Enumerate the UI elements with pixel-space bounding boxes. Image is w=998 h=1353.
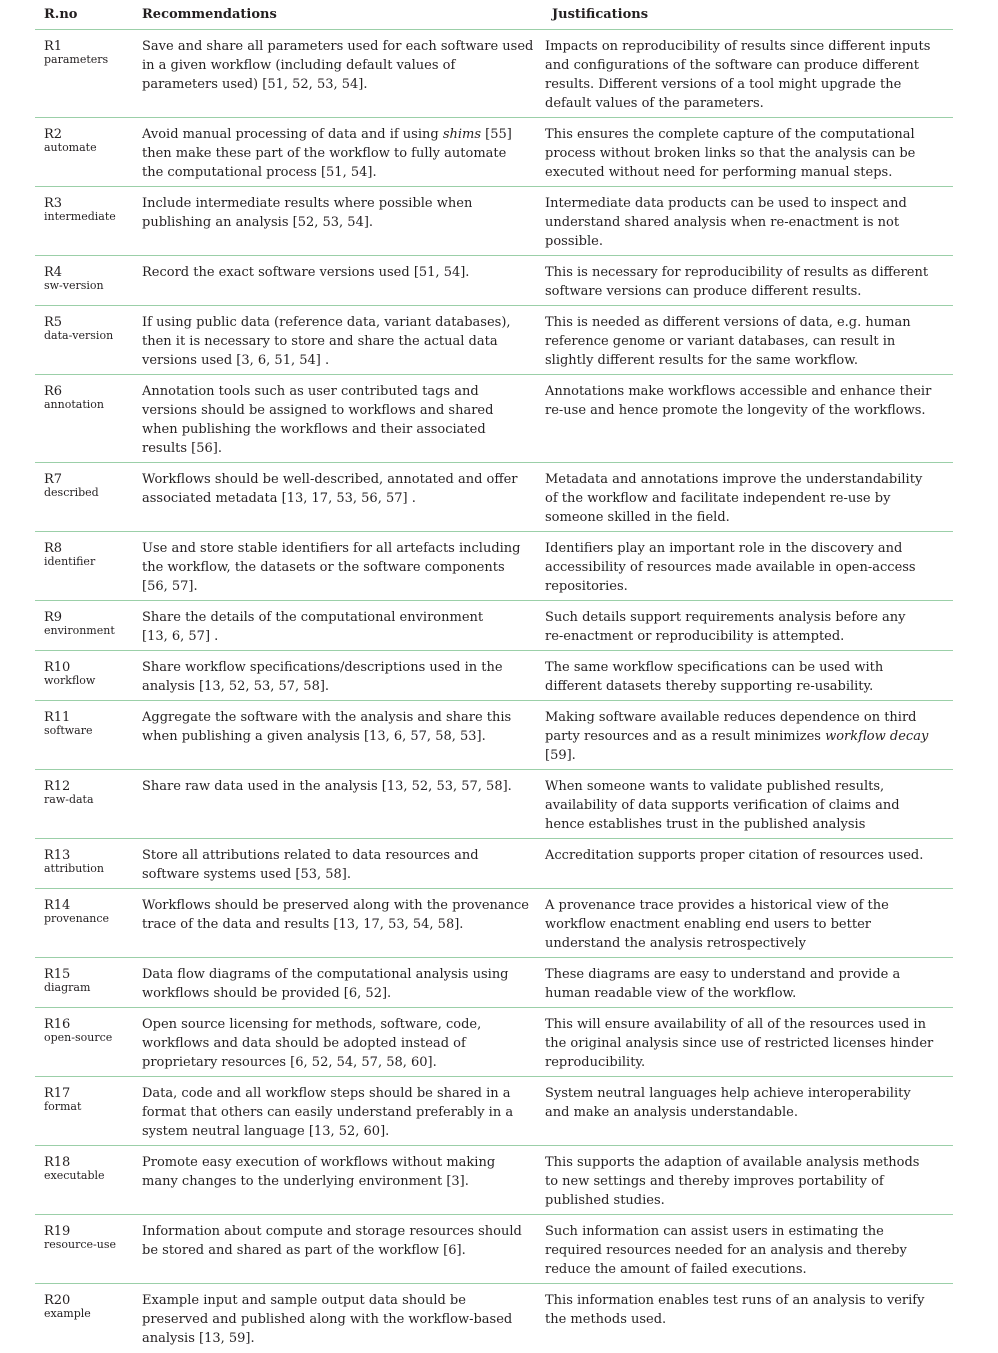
justification-cell-line: Intermediate data products can be used to inspect and xyxy=(545,196,907,211)
recommendation-cell-line: Promote easy execution of workflows without making xyxy=(142,1155,496,1170)
recommendation-cell-line: Store all attributions related to data resources and xyxy=(142,848,479,863)
recommendation-cell-line: versions used [3, 6, 51, 54] . xyxy=(142,353,330,368)
table-row xyxy=(35,532,953,601)
justification-cell-line: repositories. xyxy=(545,579,628,594)
table-row xyxy=(35,701,953,770)
recommendation-cell-line: proprietary resources [6, 52, 54, 57, 58, 60]. xyxy=(142,1055,437,1070)
justification-cell xyxy=(543,889,953,958)
recommendation-cell xyxy=(133,1077,543,1146)
rec-id: R15 xyxy=(44,967,71,982)
table-body xyxy=(35,30,953,1353)
justification-cell xyxy=(543,770,953,839)
justification-cell xyxy=(543,1008,953,1077)
justification-cell-line: someone skilled in the field. xyxy=(545,510,730,525)
recommendation-cell-line: when publishing a given analysis [13, 6, 57, 58, 53]. xyxy=(142,729,486,744)
rec-id: R12 xyxy=(44,779,71,794)
recommendation-cell-line: in a given workflow (including default values of xyxy=(142,58,456,73)
table-row xyxy=(35,839,953,889)
recommendation-cell xyxy=(133,770,543,839)
table-row xyxy=(35,1146,953,1215)
recommendation-cell-line: Use and store stable identifiers for all artefacts including xyxy=(142,541,521,556)
justification-cell xyxy=(543,1284,953,1353)
rec-id: R13 xyxy=(44,848,71,863)
recommendation-cell xyxy=(133,187,543,256)
recommendation-cell-line: software systems used [53, 58]. xyxy=(142,867,352,882)
justification-cell-line: A provenance trace provides a historical view of the xyxy=(545,898,889,913)
recommendation-cell-line: Include intermediate results where possible when xyxy=(142,196,473,211)
rec-key: attribution xyxy=(44,862,104,875)
recommendation-cell-line: then it is necessary to store and share the actual data xyxy=(142,334,498,349)
justification-cell-line: Metadata and annotations improve the understandability xyxy=(545,472,923,487)
recommendation-cell-line: Data flow diagrams of the computational analysis using xyxy=(142,967,509,982)
recommendation-cell xyxy=(133,958,543,1008)
rec-key: software xyxy=(44,724,93,737)
recommendation-cell-line: workflows should be provided [6, 52]. xyxy=(142,986,392,1001)
table-row xyxy=(35,306,953,375)
recommendation-cell xyxy=(133,1146,543,1215)
justification-cell xyxy=(543,1077,953,1146)
recommendation-cell-line: analysis [13, 59]. xyxy=(142,1331,255,1346)
justification-cell-line: different datasets thereby supporting re-usability. xyxy=(545,679,874,694)
recommendation-cell-line: workflows and data should be adopted instead of xyxy=(142,1036,466,1051)
rec-key: format xyxy=(44,1100,82,1113)
justification-cell-line: slightly different results for the same workflow. xyxy=(545,353,858,368)
justification-cell-line: These diagrams are easy to understand and provide a xyxy=(545,967,901,982)
rec-key: described xyxy=(44,486,99,499)
table-row xyxy=(35,958,953,1008)
justification-cell-line: understand the analysis retrospectively xyxy=(545,936,806,951)
rec-key: environment xyxy=(44,624,115,637)
table-row xyxy=(35,770,953,839)
justification-cell-line: process without broken links so that the analysis can be xyxy=(545,146,916,161)
justification-cell-line: and configurations of the software can produce different xyxy=(545,58,920,73)
recommendation-cell-line: many changes to the underlying environment [3]. xyxy=(142,1174,469,1189)
recommendation-cell-line: Share raw data used in the analysis [13, 52, 53, 57, 58]. xyxy=(142,779,512,794)
justification-cell-line: and make an analysis understandable. xyxy=(545,1105,798,1120)
rec-key: parameters xyxy=(44,53,109,66)
rec-key: provenance xyxy=(44,912,110,925)
recommendation-cell xyxy=(133,256,543,306)
table-row xyxy=(35,256,953,306)
recommendation-cell-line: when publishing the workflows and their associated xyxy=(142,422,486,437)
table-row xyxy=(35,1008,953,1077)
justification-cell-line: results. Different versions of a tool might upgrade the xyxy=(545,77,902,92)
recommendation-cell-line: Share workflow specifications/descriptions used in the xyxy=(142,660,503,675)
justification-cell-line: Impacts on reproducibility of results since different inputs xyxy=(545,39,931,54)
header-justifications: Justifications xyxy=(543,0,953,30)
recommendation-cell-line: Avoid manual processing of data and if using shims [55] xyxy=(142,127,512,142)
rec-id: R3 xyxy=(44,196,63,211)
recommendation-cell-line: Open source licensing for methods, software, code, xyxy=(142,1017,482,1032)
table-row xyxy=(35,651,953,701)
justification-cell-line: party resources and as a result minimizes workflow decay xyxy=(545,729,929,744)
rec-id: R5 xyxy=(44,315,63,330)
rec-id: R8 xyxy=(44,541,63,556)
rec-key: resource-use xyxy=(44,1238,117,1251)
rno-cell xyxy=(35,256,133,306)
recommendation-cell xyxy=(133,118,543,187)
justification-cell-line: This supports the adaption of available analysis methods xyxy=(545,1155,920,1170)
table-row xyxy=(35,601,953,651)
justification-cell-line: Such information can assist users in estimating the xyxy=(545,1224,884,1239)
recommendation-cell-line: publishing an analysis [52, 53, 54]. xyxy=(142,215,374,230)
rec-key: data-version xyxy=(44,329,114,342)
recommendation-cell-line: trace of the data and results [13, 17, 53, 54, 58]. xyxy=(142,917,464,932)
recommendation-cell-line: Annotation tools such as user contributed tags and xyxy=(142,384,479,399)
justification-cell-line: Accreditation supports proper citation of resources used. xyxy=(545,848,924,863)
recommendation-cell xyxy=(133,30,543,118)
table-row xyxy=(35,1077,953,1146)
table-row xyxy=(35,375,953,463)
recommendation-cell-line: system neutral language [13, 52, 60]. xyxy=(142,1124,390,1139)
rec-id: R7 xyxy=(44,472,63,487)
rno-cell xyxy=(35,889,133,958)
rec-id: R17 xyxy=(44,1086,71,1101)
header-row xyxy=(35,0,953,30)
justification-cell xyxy=(543,532,953,601)
justification-cell-line: System neutral languages help achieve interoperability xyxy=(545,1086,911,1101)
rec-key: open-source xyxy=(44,1031,113,1044)
header-rno: R.no xyxy=(35,0,133,30)
table-row xyxy=(35,1215,953,1284)
justification-cell-line: Identifiers play an important role in the discovery and xyxy=(545,541,903,556)
recommendation-cell xyxy=(133,463,543,532)
justification-cell xyxy=(543,1146,953,1215)
recommendation-cell-line: Example input and sample output data should be xyxy=(142,1293,466,1308)
table-row xyxy=(35,118,953,187)
recommendations-table xyxy=(35,0,953,1353)
justification-cell-line: re-enactment or reproducibility is attempted. xyxy=(545,629,845,644)
justification-cell-line: [59]. xyxy=(545,748,576,763)
justification-cell-line: hence establishes trust in the published analysis xyxy=(545,817,866,832)
justification-cell-line: the methods used. xyxy=(545,1312,667,1327)
recommendation-cell-line: [56, 57]. xyxy=(142,579,198,594)
rno-cell xyxy=(35,187,133,256)
recommendation-cell xyxy=(133,1284,543,1353)
justification-cell-line: reproducibility. xyxy=(545,1055,646,1070)
recommendation-cell-line: then make these part of the workflow to fully automate xyxy=(142,146,507,161)
rno-cell xyxy=(35,532,133,601)
rec-id: R18 xyxy=(44,1155,71,1170)
recommendation-cell xyxy=(133,306,543,375)
recommendation-cell-line: Aggregate the software with the analysis and share this xyxy=(142,710,512,725)
justification-cell-line: When someone wants to validate published results, xyxy=(545,779,885,794)
rno-cell xyxy=(35,701,133,770)
recommendation-cell xyxy=(133,601,543,651)
table-row xyxy=(35,1284,953,1353)
rno-cell xyxy=(35,463,133,532)
justification-cell-line: re-use and hence promote the longevity of the workflows. xyxy=(545,403,926,418)
justification-cell xyxy=(543,187,953,256)
recommendation-cell xyxy=(133,889,543,958)
recommendation-cell-line: [13, 6, 57] . xyxy=(142,629,219,644)
rec-id: R1 xyxy=(44,39,63,54)
justification-cell xyxy=(543,839,953,889)
recommendation-cell-line: analysis [13, 52, 53, 57, 58]. xyxy=(142,679,330,694)
rno-cell xyxy=(35,1077,133,1146)
justification-cell-line: default values of the parameters. xyxy=(545,96,764,111)
justification-cell-line: workflow enactment enabling end users to better xyxy=(545,917,871,932)
justification-cell-line: possible. xyxy=(545,234,603,249)
rno-cell xyxy=(35,651,133,701)
justification-cell-line: accessibility of resources made available in open-access xyxy=(545,560,916,575)
justification-cell-line: This will ensure availability of all of the resources used in xyxy=(545,1017,926,1032)
rec-id: R11 xyxy=(44,710,71,725)
justification-cell xyxy=(543,601,953,651)
justification-cell-line: human readable view of the workflow. xyxy=(545,986,797,1001)
recommendation-cell xyxy=(133,532,543,601)
rno-cell xyxy=(35,30,133,118)
recommendation-cell-line: versions should be assigned to workflows and shared xyxy=(142,403,494,418)
rno-cell xyxy=(35,1146,133,1215)
recommendation-cell-line: the workflow, the datasets or the software components xyxy=(142,560,505,575)
rec-id: R20 xyxy=(44,1293,71,1308)
rec-key: sw-version xyxy=(44,279,104,292)
rno-cell xyxy=(35,1215,133,1284)
recommendation-cell-line: Save and share all parameters used for each software used xyxy=(142,39,534,54)
justification-cell-line: Such details support requirements analysis before any xyxy=(545,610,906,625)
header-recommendations: Recommendations xyxy=(133,0,543,30)
recommendation-cell-line: be stored and shared as part of the workflow [6]. xyxy=(142,1243,466,1258)
recommendation-cell xyxy=(133,701,543,770)
justification-cell xyxy=(543,256,953,306)
recommendation-cell-line: parameters used) [51, 52, 53, 54]. xyxy=(142,77,368,92)
recommendation-cell-line: Workflows should be well-described, annotated and offer xyxy=(142,472,518,487)
rec-key: example xyxy=(44,1307,91,1320)
recommendation-cell-line: Data, code and all workflow steps should be shared in a xyxy=(142,1086,511,1101)
justification-cell-line: published studies. xyxy=(545,1193,665,1208)
rno-cell xyxy=(35,375,133,463)
justification-cell-line: software versions can produce different results. xyxy=(545,284,862,299)
rec-key: diagram xyxy=(44,981,91,994)
justification-cell-line: This is necessary for reproducibility of results as different xyxy=(545,265,929,280)
table-row xyxy=(35,30,953,118)
rec-id: R2 xyxy=(44,127,63,142)
rec-key: intermediate xyxy=(44,210,116,223)
rno-cell xyxy=(35,1008,133,1077)
rno-cell xyxy=(35,1284,133,1353)
rec-key: workflow xyxy=(44,674,96,687)
rno-cell xyxy=(35,770,133,839)
rec-key: annotation xyxy=(44,398,104,411)
justification-cell-line: of the workflow and facilitate independent re-use by xyxy=(545,491,891,506)
recommendation-cell-line: Information about compute and storage resources should xyxy=(142,1224,522,1239)
recommendation-cell xyxy=(133,651,543,701)
justification-cell-line: understand shared analysis when re-enactment is not xyxy=(545,215,900,230)
recommendation-cell xyxy=(133,1215,543,1284)
recommendation-cell-line: preserved and published along with the workflow-based xyxy=(142,1312,513,1327)
justification-cell-line: the original analysis since use of restricted licenses hinder xyxy=(545,1036,934,1051)
justification-cell-line: required resources needed for an analysis and thereby xyxy=(545,1243,907,1258)
rec-id: R6 xyxy=(44,384,63,399)
recommendation-cell-line: the computational process [51, 54]. xyxy=(142,165,377,180)
justification-cell xyxy=(543,306,953,375)
recommendation-cell-line: Record the exact software versions used [51, 54]. xyxy=(142,265,470,280)
rec-id: R16 xyxy=(44,1017,71,1032)
justification-cell-line: executed without need for performing manual steps. xyxy=(545,165,893,180)
justification-cell-line: This information enables test runs of an analysis to verify xyxy=(545,1293,925,1308)
rec-id: R10 xyxy=(44,660,71,675)
recommendation-cell-line: associated metadata [13, 17, 53, 56, 57] . xyxy=(142,491,416,506)
rno-cell xyxy=(35,839,133,889)
justification-cell-line: Annotations make workflows accessible and enhance their xyxy=(545,384,932,399)
justification-cell xyxy=(543,30,953,118)
recommendation-cell-line: If using public data (reference data, variant databases), xyxy=(142,315,511,330)
rec-key: raw-data xyxy=(44,793,94,806)
rec-id: R4 xyxy=(44,265,63,280)
rec-key: automate xyxy=(44,141,97,154)
justification-cell xyxy=(543,463,953,532)
rno-cell xyxy=(35,601,133,651)
rno-cell xyxy=(35,306,133,375)
italic-term: shims xyxy=(442,127,482,142)
rec-key: executable xyxy=(44,1169,105,1182)
justification-cell-line: reference genome or variant databases, can result in xyxy=(545,334,896,349)
table-row xyxy=(35,187,953,256)
recommendation-cell-line: Share the details of the computational environment xyxy=(142,610,484,625)
justification-cell-line: Making software available reduces dependence on third xyxy=(545,710,917,725)
recommendation-cell xyxy=(133,839,543,889)
justification-cell-line: to new settings and thereby improves portability of xyxy=(545,1174,884,1189)
justification-cell-line: This is needed as different versions of data, e.g. human xyxy=(545,315,911,330)
justification-cell-line: The same workflow specifications can be used with xyxy=(545,660,884,675)
justification-cell-line: This ensures the complete capture of the computational xyxy=(545,127,915,142)
justification-cell-line: availability of data supports verification of claims and xyxy=(545,798,900,813)
rno-cell xyxy=(35,118,133,187)
rec-id: R19 xyxy=(44,1224,71,1239)
rno-cell xyxy=(35,958,133,1008)
justification-cell xyxy=(543,651,953,701)
recommendation-cell-line: Workflows should be preserved along with the provenance xyxy=(142,898,529,913)
table-row xyxy=(35,889,953,958)
justification-cell xyxy=(543,1215,953,1284)
rec-id: R9 xyxy=(44,610,63,625)
justification-cell-line: reduce the amount of failed executions. xyxy=(545,1262,807,1277)
italic-term: workflow decay xyxy=(825,729,929,744)
recommendation-cell-line: results [56]. xyxy=(142,441,222,456)
recommendation-cell xyxy=(133,1008,543,1077)
recommendation-cell xyxy=(133,375,543,463)
justification-cell xyxy=(543,958,953,1008)
recommendation-cell-line: format that others can easily understand preferably in a xyxy=(142,1105,514,1120)
justification-cell xyxy=(543,118,953,187)
table-row xyxy=(35,463,953,532)
justification-cell xyxy=(543,701,953,770)
rec-id: R14 xyxy=(44,898,71,913)
rec-key: identifier xyxy=(44,555,96,568)
justification-cell xyxy=(543,375,953,463)
